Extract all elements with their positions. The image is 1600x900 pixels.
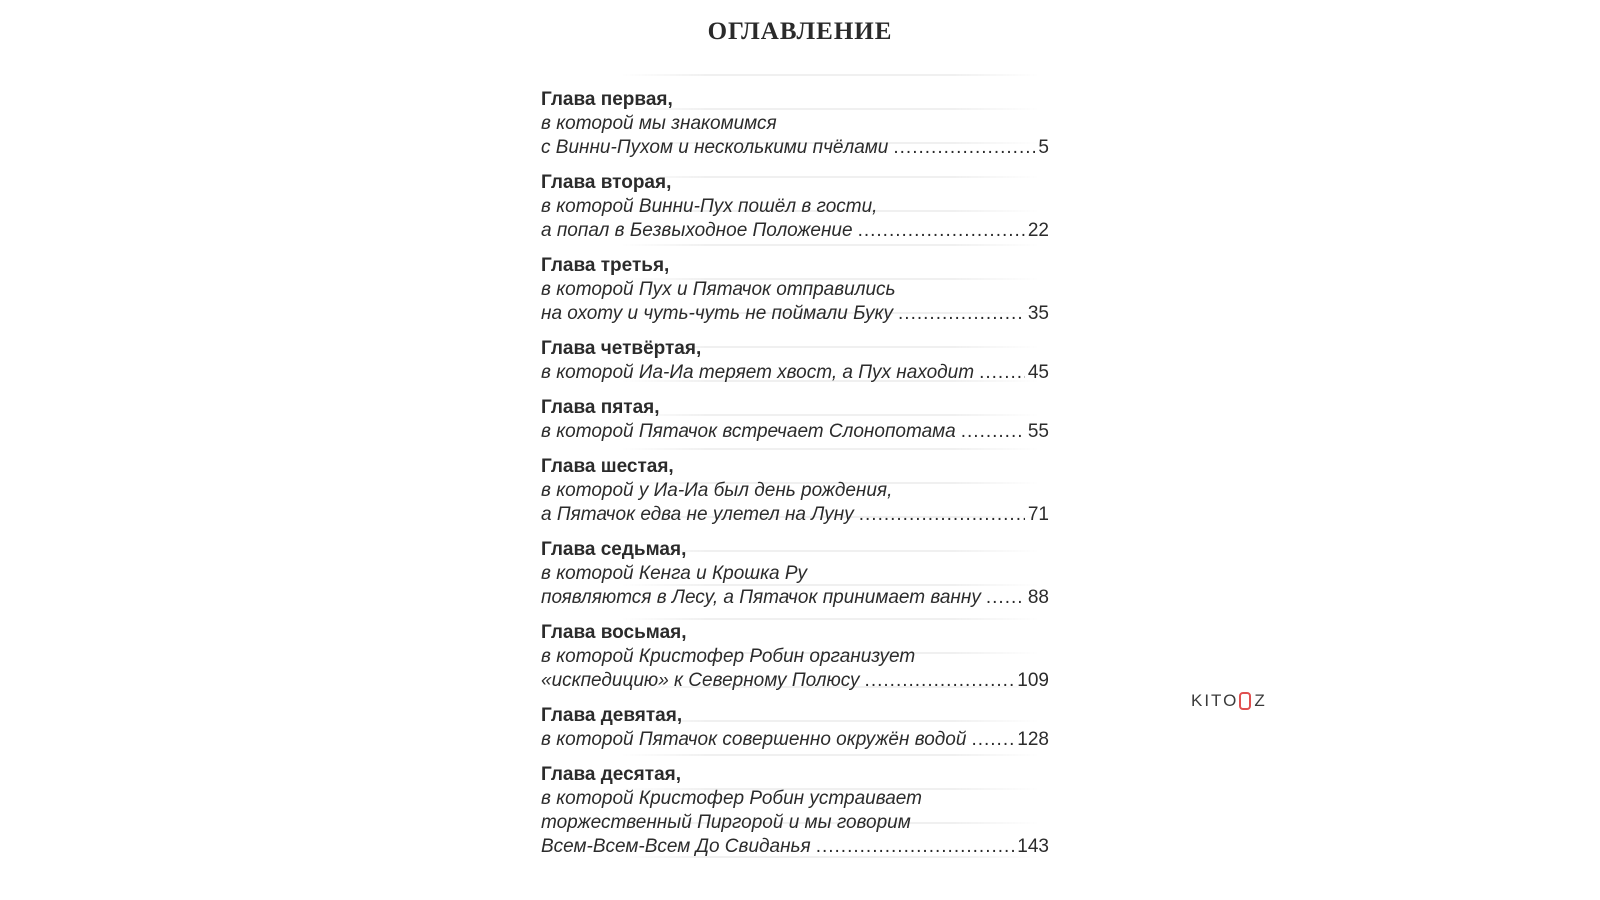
page-number: 5: [1038, 137, 1049, 158]
dot-leader: [971, 728, 1014, 752]
chapter-description-line: в которой Винни-Пух пошёл в гости,: [541, 196, 878, 217]
chapter-description-line: в которой Кенга и Крошка Ру: [541, 563, 808, 584]
toc-entry: [541, 171, 1049, 243]
page-number: 22: [1027, 220, 1049, 241]
toc-entry: [541, 88, 1049, 160]
dot-leader: [816, 835, 1015, 859]
chapter-title: Глава восьмая,: [541, 622, 687, 643]
dot-leader: [865, 669, 1015, 693]
page-number: 128: [1017, 729, 1049, 750]
dot-leader: [859, 503, 1025, 527]
page-number: 45: [1027, 362, 1049, 383]
chapter-description-last-line: [541, 219, 1049, 243]
page-number: 143: [1017, 836, 1049, 857]
page-title: ОГЛАВЛЕНИЕ: [707, 18, 893, 45]
chapter-description-text: а Пятачок едва не улетел на Луну: [541, 504, 854, 525]
chapter-title: Глава седьмая,: [541, 539, 687, 560]
dot-leader: [893, 136, 1035, 160]
chapter-description-text: с Винни-Пухом и несколькими пчёлами: [541, 137, 889, 158]
chapter-description-last-line: [541, 420, 1049, 444]
toc-entry: [541, 337, 1049, 385]
chapter-description-line: в которой мы знакомимся: [541, 113, 777, 134]
page-number: 88: [1027, 587, 1049, 608]
chapter-description-text: Всем-Всем-Всем До Свиданья: [541, 836, 811, 857]
chapter-description-last-line: [541, 669, 1049, 693]
chapter-title: Глава десятая,: [541, 764, 682, 785]
chapter-description-text: в которой Пятачок встречает Слонопотама: [541, 421, 956, 442]
chapter-description-last-line: [541, 136, 1049, 160]
dot-leader: [898, 302, 1025, 326]
chapter-title: Глава пятая,: [541, 397, 660, 418]
chapter-description-last-line: [541, 503, 1049, 527]
page-number: 109: [1017, 670, 1049, 691]
chapter-title: Глава четвёртая,: [541, 338, 702, 359]
page-number: 55: [1027, 421, 1049, 442]
chapter-description-line: торжественный Пиргорой и мы говорим: [541, 812, 911, 833]
chapter-description-line: в которой у Иа-Иа был день рождения,: [541, 480, 893, 501]
chapter-description-text: на охоту и чуть-чуть не поймали Буку: [541, 303, 894, 324]
toc-entry: [541, 763, 1049, 859]
chapter-description-line: в которой Кристофер Робин организует: [541, 646, 916, 667]
page-number: 71: [1027, 504, 1049, 525]
chapter-description-last-line: [541, 586, 1049, 610]
chapter-description-last-line: [541, 835, 1049, 859]
logo-b-mark: [1239, 692, 1251, 710]
chapter-description-last-line: [541, 302, 1049, 326]
watermark-logo: [1191, 691, 1267, 711]
toc-entry: [541, 254, 1049, 326]
chapter-title: Глава первая,: [541, 89, 673, 110]
dot-leader: [986, 586, 1025, 610]
chapter-description-text: «искпедицию» к Северному Полюсу: [541, 670, 860, 691]
dot-leader: [979, 361, 1025, 385]
chapter-title: Глава вторая,: [541, 172, 672, 193]
toc-entry: [541, 455, 1049, 527]
chapter-description-line: в которой Пух и Пятачок отправились: [541, 279, 896, 300]
dot-leader: [858, 219, 1025, 243]
toc-entry: [541, 396, 1049, 444]
chapter-title: Глава третья,: [541, 255, 670, 276]
chapter-title: Глава шестая,: [541, 456, 674, 477]
toc-entry: [541, 704, 1049, 752]
logo-text-left: KITO: [1191, 691, 1239, 710]
chapter-description-text: появляются в Лесу, а Пятачок принимает ванну: [541, 587, 981, 608]
chapter-description-line: в которой Кристофер Робин устраивает: [541, 788, 922, 809]
toc-entry: [541, 538, 1049, 610]
chapter-description-text: а попал в Безвыходное Положение: [541, 220, 853, 241]
page-number: 35: [1027, 303, 1049, 324]
dot-leader: [961, 420, 1025, 444]
chapter-description-last-line: [541, 728, 1049, 752]
chapter-description-text: в которой Пятачок совершенно окружён водой: [541, 729, 967, 750]
chapter-description-text: в которой Иа-Иа теряет хвост, а Пух находит: [541, 362, 975, 383]
chapter-description-last-line: [541, 361, 1049, 385]
toc-entry: [541, 621, 1049, 693]
chapter-title: Глава девятая,: [541, 705, 683, 726]
logo-text-right: Z: [1254, 691, 1267, 710]
table-of-contents: [541, 88, 1049, 870]
